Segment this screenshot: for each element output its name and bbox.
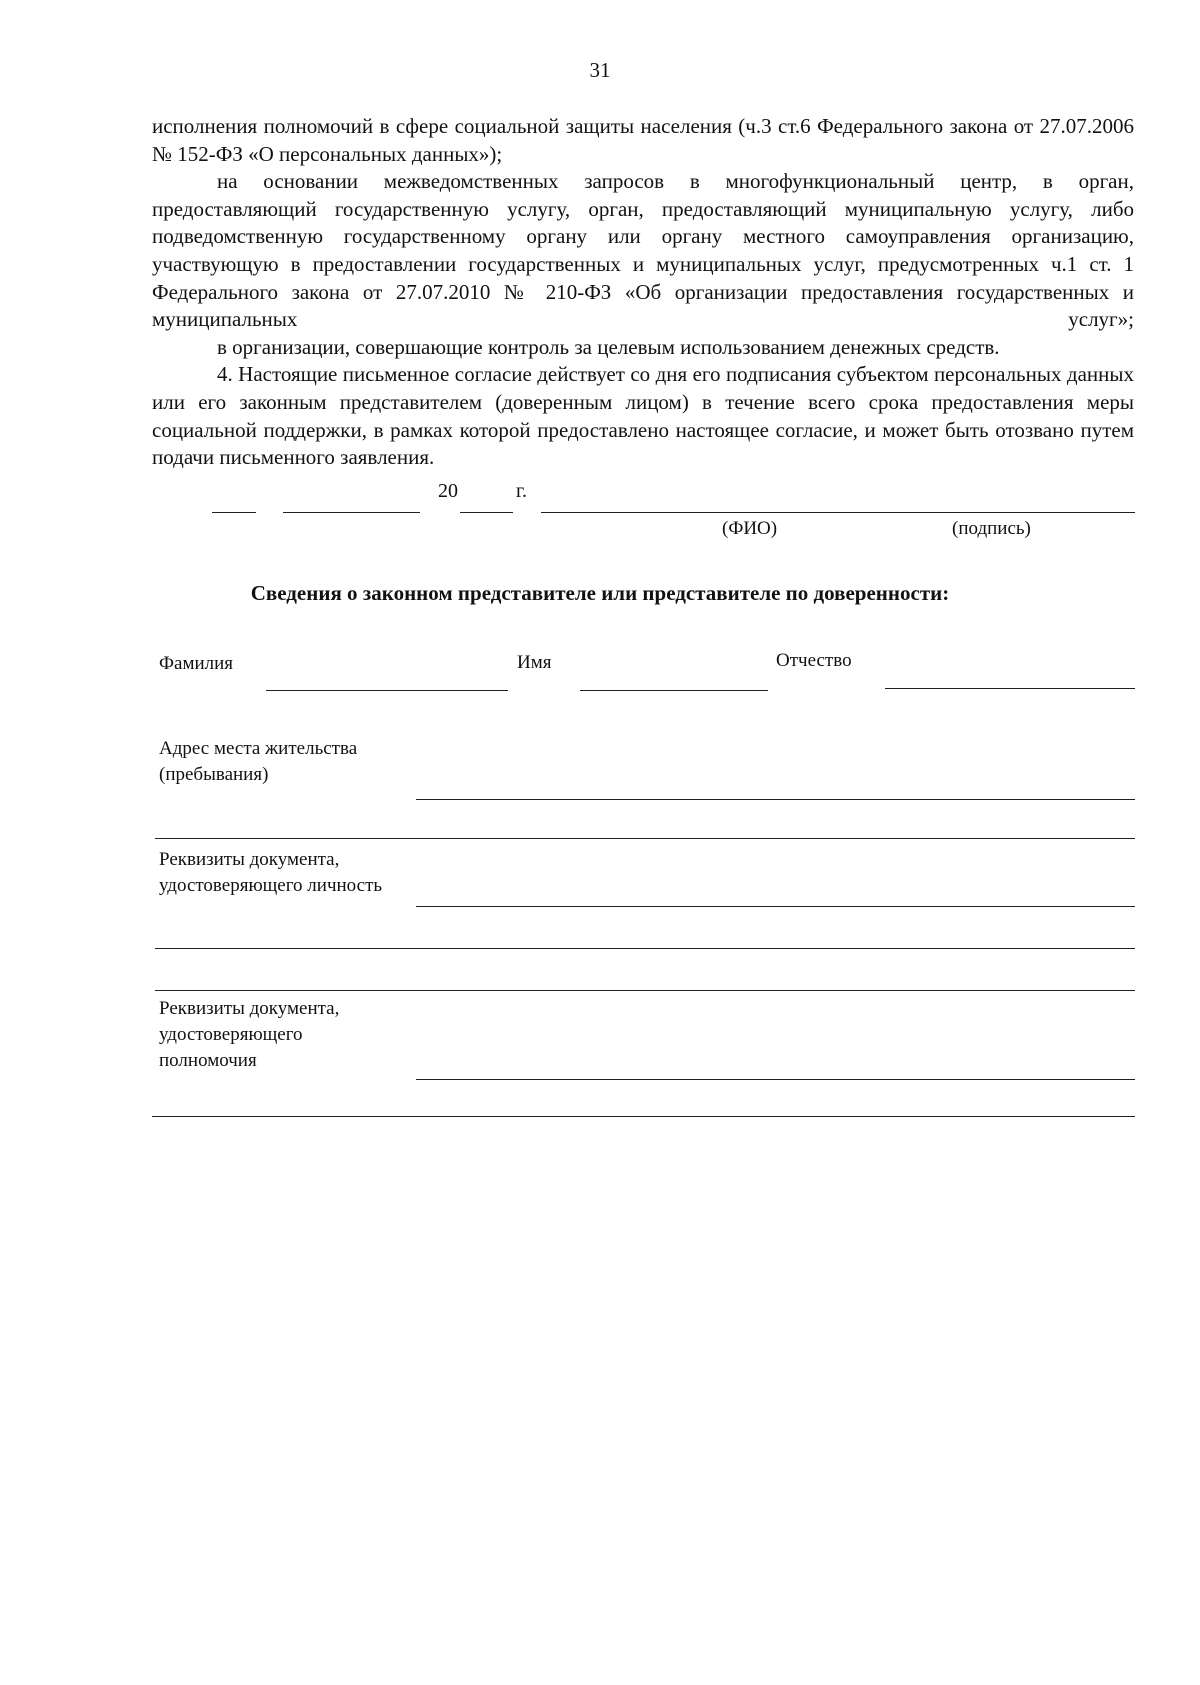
name-field-line[interactable] xyxy=(580,690,768,691)
authority-document-field-line-1[interactable] xyxy=(416,1079,1135,1080)
month-line[interactable] xyxy=(283,512,420,513)
paragraph-interagency-requests: на основании межведомственных запросов в многофункциональный центр, в орган, предоставляющий государственную услугу, орган, предоставляющий муниципальную услугу, либо подведомственную государственному органу или органу местного самоуправления организацию, участвующую в предоставлении государственных и муниципальных услуг, предусмотренных ч.1 ст. 1 Федерального закона от 27.07.2010 № 210-ФЗ «Об организации предоставления государственных и муниципальных услуг»; xyxy=(152,169,1134,332)
identity-document-field-line-3[interactable] xyxy=(155,990,1135,991)
authority-document-label-line2: удостоверяющего xyxy=(159,1024,303,1045)
fio-caption: (ФИО) xyxy=(722,518,778,539)
identity-document-label-line1: Реквизиты документа, xyxy=(159,849,340,870)
identity-document-field-line-1[interactable] xyxy=(416,906,1135,907)
name-label: Имя xyxy=(517,652,552,673)
address-field-line-2[interactable] xyxy=(155,838,1135,839)
authority-document-label-line3: полномочия xyxy=(159,1050,257,1071)
paragraph-social-protection: исполнения полномочий в сфере социальной защиты населения (ч.3 ст.6 Федерального закона от 27.07.2006 № 152-ФЗ «О персональных данных»); xyxy=(152,114,1134,166)
year-suffix: г. xyxy=(516,480,527,502)
year-line[interactable] xyxy=(460,512,513,513)
page-number: 31 xyxy=(589,58,611,82)
representative-heading: Сведения о законном представителе или представителе по доверенности: xyxy=(250,581,950,605)
address-label xyxy=(159,736,357,788)
identity-document-label-line2: удостоверяющего личность xyxy=(159,875,383,896)
patronymic-field-line[interactable] xyxy=(885,688,1135,689)
identity-document-label xyxy=(159,847,382,899)
address-label-line2: (пребывания) xyxy=(159,764,269,785)
consent-body-text xyxy=(152,113,1134,472)
fio-signature-line[interactable] xyxy=(541,512,1135,513)
signature-caption: (подпись) xyxy=(952,518,1031,539)
patronymic-label: Отчество xyxy=(776,650,852,671)
paragraph-control-organizations: в организации, совершающие контроль за целевым использованием денежных средств. xyxy=(217,334,1000,359)
authority-document-label-line1: Реквизиты документа, xyxy=(159,998,340,1019)
identity-document-field-line-2[interactable] xyxy=(155,948,1135,949)
day-line[interactable] xyxy=(212,512,256,513)
year-prefix: 20 xyxy=(438,480,458,502)
surname-field-line[interactable] xyxy=(266,690,508,691)
paragraph-consent-validity: 4. Настоящие письменное согласие действует со дня его подписания субъектом персональных данных или его законным представителем (доверенным лицом) в течение всего срока предоставления меры социальной поддержки, в рамках которой предоставлено настоящее согласие, и может быть отозвано путем подачи письменного заявления. xyxy=(152,362,1134,470)
authority-document-field-line-2[interactable] xyxy=(152,1116,1135,1117)
surname-label: Фамилия xyxy=(159,653,234,674)
address-label-line1: Адрес места жительства xyxy=(159,738,358,759)
address-field-line-1[interactable] xyxy=(416,799,1135,800)
authority-document-label xyxy=(159,996,339,1074)
